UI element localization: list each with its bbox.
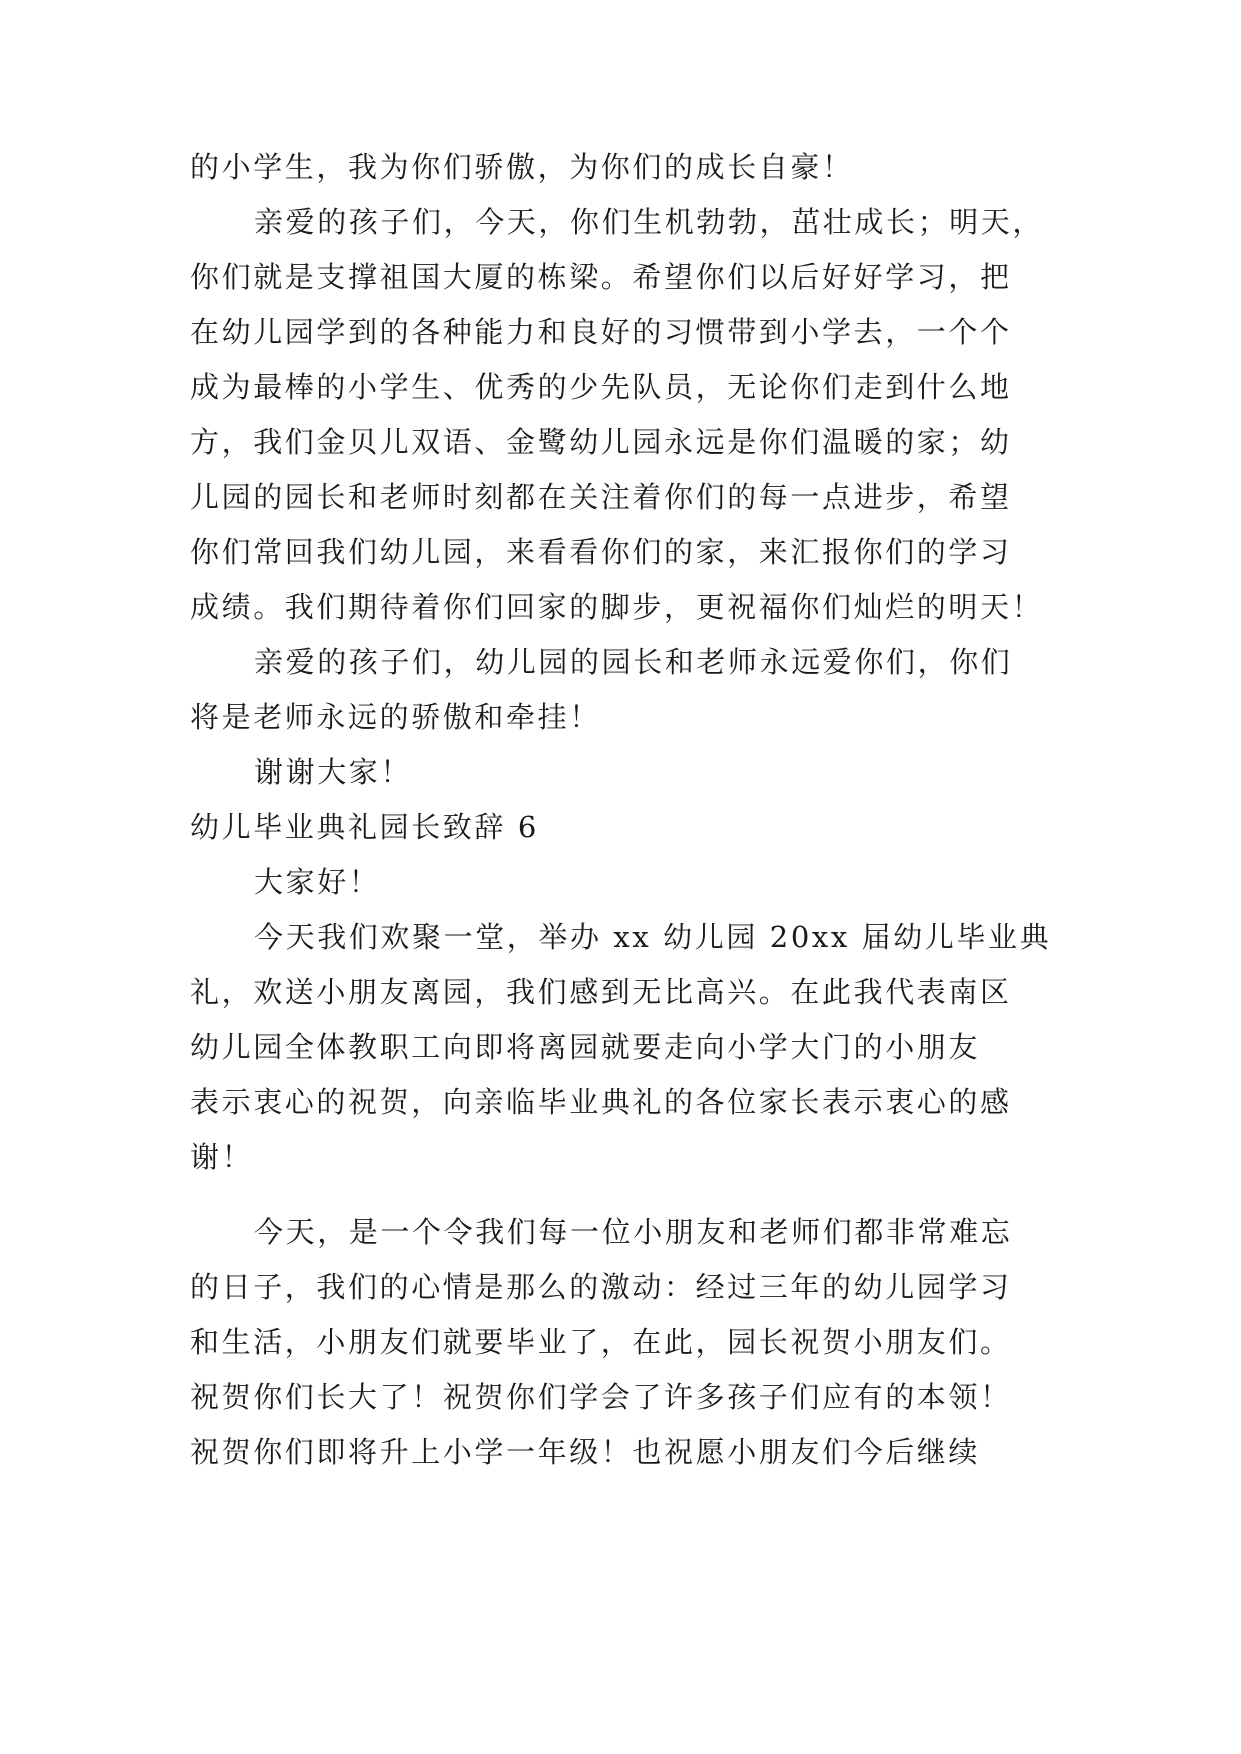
text-line: 成为最棒的小学生、优秀的少先队员，无论你们走到什么地 [190, 370, 1012, 404]
text-line: 的小学生，我为你们骄傲，为你们的成长自豪！ [190, 150, 854, 184]
text-line: 礼，欢送小朋友离园，我们感到无比高兴。在此我代表南区 [190, 975, 1012, 1009]
text-line: 你们常回我们幼儿园，来看看你们的家，来汇报你们的学习 [190, 535, 1012, 569]
paragraph-start-line: 亲爱的孩子们，今天，你们生机勃勃，茁壮成长；明天， [254, 205, 1045, 239]
paragraph-start-line: 谢谢大家！ [254, 755, 413, 789]
text-line: 你们就是支撑祖国大厦的栋梁。希望你们以后好好学习，把 [190, 260, 1012, 294]
text-line: 儿园的园长和老师时刻都在关注着你们的每一点进步，希望 [190, 480, 1012, 514]
text-line: 谢！ [190, 1140, 254, 1174]
section-heading: 幼儿毕业典礼园长致辞 6 [190, 810, 539, 844]
text-line: 幼儿园全体教职工向即将离园就要走向小学大门的小朋友 [190, 1030, 981, 1064]
text-line: 将是老师永远的骄傲和牵挂！ [190, 700, 601, 734]
paragraph-start-line: 亲爱的孩子们，幼儿园的园长和老师永远爱你们，你们 [254, 645, 1013, 679]
paragraph-start-line: 今天，是一个令我们每一位小朋友和老师们都非常难忘 [254, 1215, 1013, 1249]
paragraph-start-line: 大家好！ [254, 865, 381, 899]
text-line: 方，我们金贝儿双语、金鹭幼儿园永远是你们温暖的家；幼 [190, 425, 1012, 459]
paragraph-start-line: 今天我们欢聚一堂，举办 xx 幼儿园 20xx 届幼儿毕业典 [254, 920, 1052, 954]
text-line: 祝贺你们即将升上小学一年级！也祝愿小朋友们今后继续 [190, 1435, 981, 1469]
text-line: 祝贺你们长大了！祝贺你们学会了许多孩子们应有的本领！ [190, 1380, 1012, 1414]
text-line: 成绩。我们期待着你们回家的脚步，更祝福你们灿烂的明天！ [190, 590, 1044, 624]
text-line: 的日子，我们的心情是那么的激动：经过三年的幼儿园学习 [190, 1270, 1012, 1304]
text-line: 和生活，小朋友们就要毕业了，在此，园长祝贺小朋友们。 [190, 1325, 1012, 1359]
text-line: 表示衷心的祝贺，向亲临毕业典礼的各位家长表示衷心的感 [190, 1085, 1012, 1119]
text-line: 在幼儿园学到的各种能力和良好的习惯带到小学去，一个个 [190, 315, 1012, 349]
